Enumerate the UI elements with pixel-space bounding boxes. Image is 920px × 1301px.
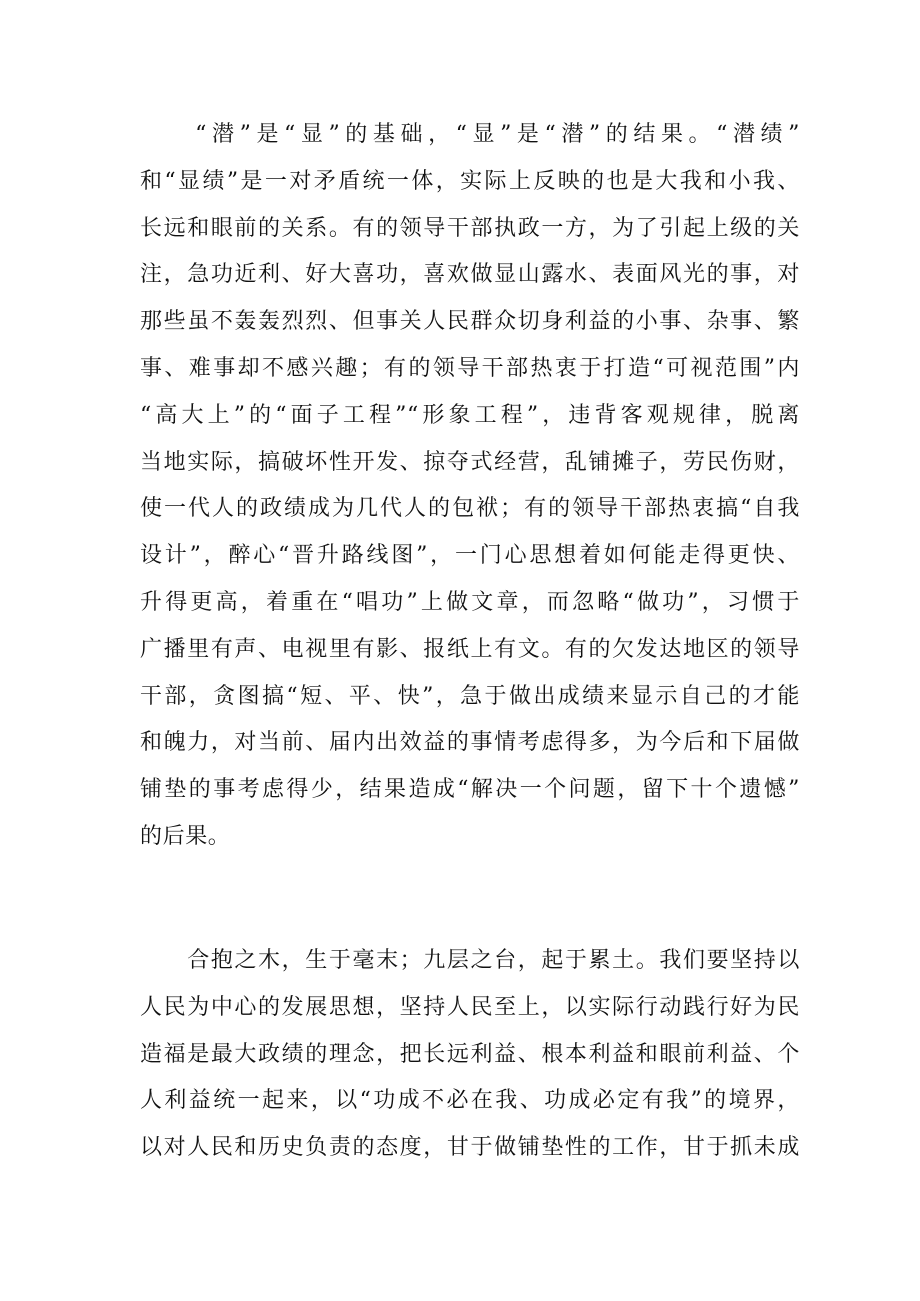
text-line: “潜”是“显”的基础，“显”是“潜”的结果。“潜绩” [140, 122, 800, 147]
text-line: “高大上”的“面子工程”“形象工程”，违背客观规律，脱离 [140, 402, 800, 428]
text-line: 当地实际，搞破坏性开发、掠夺式经营，乱铺摊子，劳民伤财， [140, 449, 800, 475]
text-line: 以对人民和历史负责的态度，甘于做铺垫性的工作，甘于抓未成 [140, 1135, 800, 1161]
text-line: 和“显绩”是一对矛盾统一体，实际上反映的也是大我和小我、 [140, 168, 800, 194]
text-line: 合抱之木，生于毫末；九层之台，起于累土。我们要坚持以 [140, 948, 800, 973]
text-line: 造福是最大政绩的理念，把长远利益、根本利益和眼前利益、个 [140, 1041, 800, 1067]
text-line: 的后果。 [140, 823, 231, 849]
text-line: 和魄力，对当前、届内出效益的事情考虑得多，为今后和下届做 [140, 730, 800, 756]
text-line: 长远和眼前的关系。有的领导干部执政一方，为了引起上级的关 [140, 215, 800, 241]
text-line: 铺垫的事考虑得少，结果造成“解决一个问题，留下十个遗憾” [140, 777, 800, 803]
text-line: 升得更高，着重在“唱功”上做文章，而忽略“做功”，习惯于 [140, 589, 800, 615]
paragraph-1 [140, 112, 800, 861]
text-line: 注，急功近利、好大喜功，喜欢做显山露水、表面风光的事，对 [140, 262, 800, 288]
text-line: 使一代人的政绩成为几代人的包袱；有的领导干部热衷搞“自我 [140, 496, 800, 522]
text-line: 干部，贪图搞“短、平、快”，急于做出成绩来显示自己的才能 [140, 683, 800, 709]
paragraph-2 [140, 938, 800, 1172]
text-line: 事、难事却不感兴趣；有的领导干部热衷于打造“可视范围”内 [140, 355, 800, 381]
text-line: 设计”，醉心“晋升路线图”，一门心思想着如何能走得更快、 [140, 543, 800, 569]
text-line: 人利益统一起来，以“功成不必在我、功成必定有我”的境界， [140, 1088, 800, 1114]
text-line: 广播里有声、电视里有影、报纸上有文。有的欠发达地区的领导 [140, 636, 800, 662]
text-line: 人民为中心的发展思想，坚持人民至上，以实际行动践行好为民 [140, 994, 800, 1020]
text-line: 那些虽不轰轰烈烈、但事关人民群众切身利益的小事、杂事、繁 [140, 309, 800, 335]
